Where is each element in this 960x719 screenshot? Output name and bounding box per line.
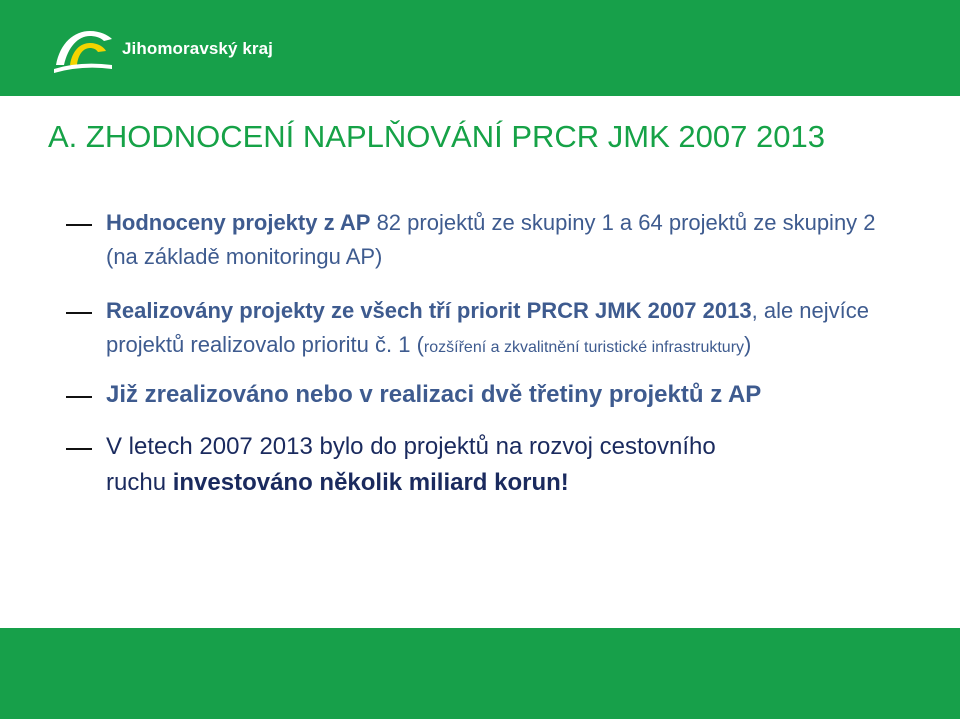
bullet-list [66,206,886,501]
bullet-lead: Realizovány projekty ze všech tří priorit PRCR JMK 2007 2013 [106,298,752,323]
bullet-text-line2 [106,465,886,501]
bullet-lead: Hodnoceny projekty z AP [106,210,371,235]
bullet-realizovany-projekty [66,294,886,365]
logo-text: Jihomoravský kraj [122,39,274,58]
bullet-text: Již zrealizováno nebo v realizaci dvě třetiny projektů z AP [106,381,762,408]
bullet-note: rozšíření a zkvalitnění turistické infrastruktury [423,339,745,356]
dash-marker [66,448,92,450]
bullet-hodnoceny-projekty [66,206,886,274]
bullet-text-line1: V letech 2007 2013 bylo do projektů na rozvoj cestovního [106,433,716,460]
footer-bar [0,628,960,719]
slide-title: A. ZHODNOCENÍ NAPLŇOVÁNÍ PRCR JMK 2007 2013 [48,119,825,154]
dash-marker [66,396,92,398]
bullet-zrealizovano [66,377,886,413]
header-bar [0,0,960,96]
bullet-close-paren: ) [744,332,752,357]
dash-marker [66,224,92,226]
bullet-text: , ale nejvíce projektů realizovalo prioritu č. 1 ( [106,298,870,357]
bullet-text-bold: investováno několik miliard korun! [172,469,569,496]
jmk-logo [50,20,280,78]
dash-marker [66,312,92,314]
bullet-text-plain: ruchu [106,469,173,496]
bullet-text: 82 projektů ze skupiny 1 a 64 projektů ze skupiny 2 (na základě monitoringu AP) [106,210,876,269]
jmk-logo-icon [50,21,116,77]
bullet-investice [66,429,886,501]
